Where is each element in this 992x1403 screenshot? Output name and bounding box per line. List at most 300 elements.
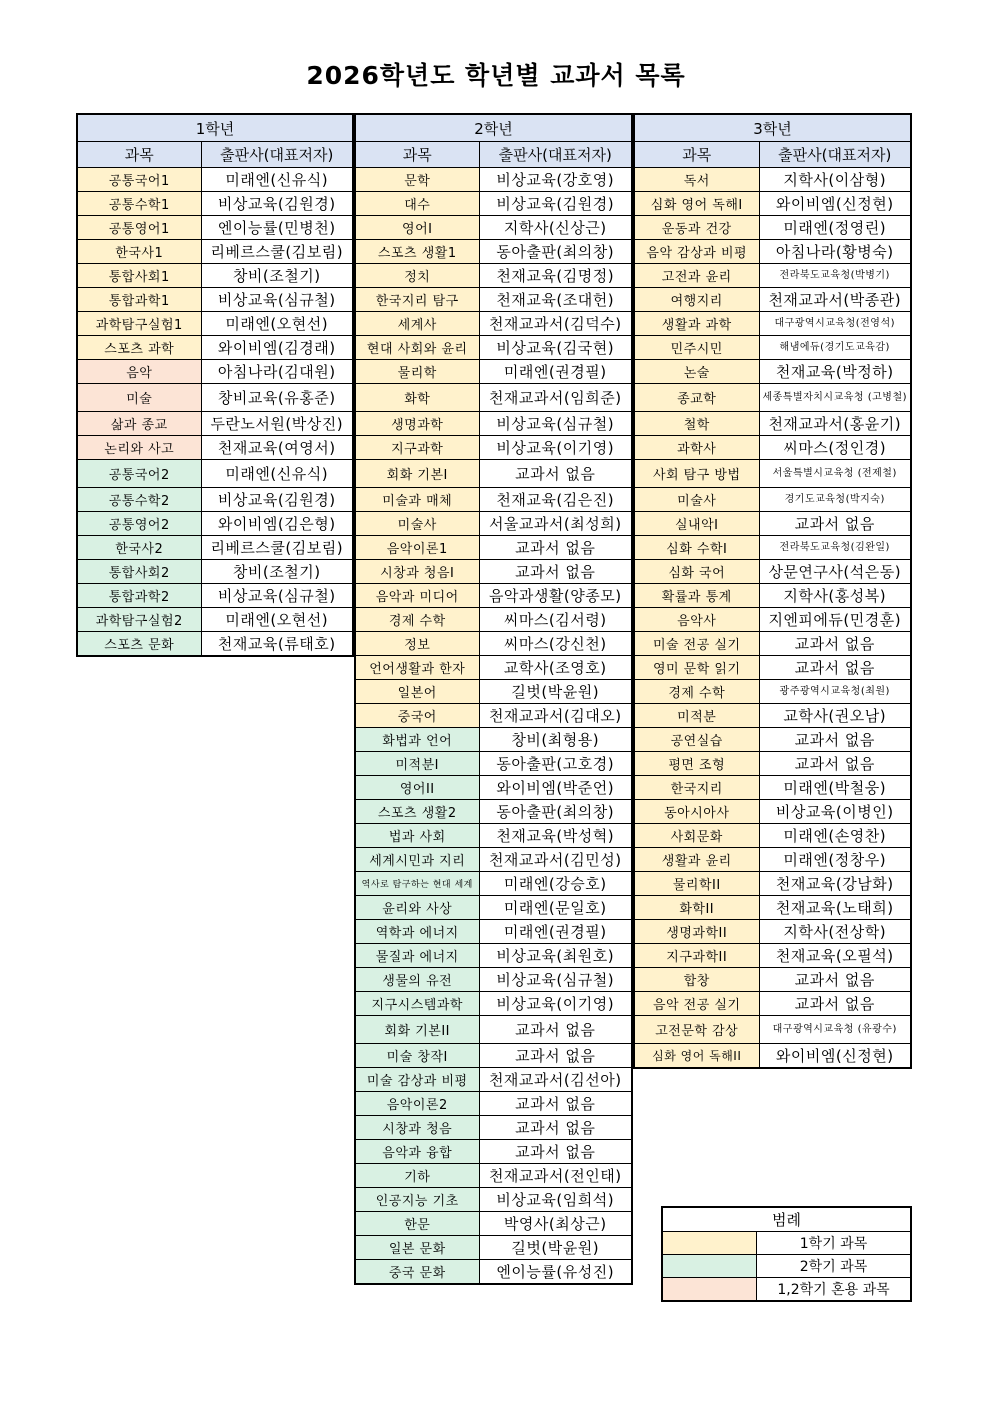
subject-cell: 생명과학II [634, 920, 759, 944]
subject-cell: 동아시아사 [634, 800, 759, 824]
publisher-cell: 엔이능률(유성진) [479, 1260, 632, 1285]
publisher-cell: 미래엔(손영찬) [759, 824, 911, 848]
subject-cell: 음악 [77, 360, 201, 384]
publisher-cell: 교학사(권오남) [759, 704, 911, 728]
subject-cell: 공통국어1 [77, 168, 201, 192]
publisher-cell: 천재교육(류태호) [201, 632, 353, 657]
table-row [355, 488, 632, 512]
table-row [355, 968, 632, 992]
publisher-cell: 씨마스(김서령) [479, 608, 632, 632]
publisher-cell: 천재교육(노태희) [759, 896, 911, 920]
publisher-cell: 비상교육(이기영) [479, 436, 632, 460]
subject-cell: 논리와 사고 [77, 436, 201, 460]
table-row [634, 312, 911, 336]
publisher-cell: 천재교과서(김민성) [479, 848, 632, 872]
table-row [634, 824, 911, 848]
publisher-cell: 교과서 없음 [759, 632, 911, 656]
legend-table [661, 1206, 912, 1302]
table-row [355, 560, 632, 584]
subject-cell: 미술 [77, 384, 201, 412]
publisher-cell: 비상교육(김원경) [201, 192, 353, 216]
publisher-cell: 비상교육(심규철) [479, 968, 632, 992]
publisher-cell: 천재교육(김은진) [479, 488, 632, 512]
table-row [355, 704, 632, 728]
table-row [355, 384, 632, 412]
table-row [355, 752, 632, 776]
table-row [634, 968, 911, 992]
publisher-cell: 천재교육(오필석) [759, 944, 911, 968]
publisher-cell: 천재교육(강남화) [759, 872, 911, 896]
grade-header: 3학년 [634, 114, 911, 142]
subject-cell: 대수 [355, 192, 479, 216]
publisher-cell: 대구광역시교육청(전영석) [759, 312, 911, 336]
publisher-cell: 비상교육(이기영) [479, 992, 632, 1016]
subject-cell: 미술 감상과 비평 [355, 1068, 479, 1092]
publisher-cell: 지학사(홍성복) [759, 584, 911, 608]
publisher-cell: 리베르스쿨(김보림) [201, 536, 353, 560]
subject-cell: 음악과 융합 [355, 1140, 479, 1164]
legend-title: 범례 [662, 1207, 911, 1232]
publisher-cell: 미래엔(신유식) [201, 460, 353, 488]
subject-cell: 평면 조형 [634, 752, 759, 776]
publisher-cell: 교과서 없음 [479, 1016, 632, 1044]
subject-cell: 회화 기본I [355, 460, 479, 488]
publisher-cell: 미래엔(권경필) [479, 360, 632, 384]
subject-cell: 미술사 [634, 488, 759, 512]
publisher-cell: 천재교육(박정하) [759, 360, 911, 384]
subject-cell: 한국지리 탐구 [355, 288, 479, 312]
subject-cell: 통합과학2 [77, 584, 201, 608]
table-row [634, 512, 911, 536]
table-row [634, 336, 911, 360]
subject-cell: 한국사2 [77, 536, 201, 560]
table-row [355, 264, 632, 288]
table-row [634, 1016, 911, 1044]
subject-cell: 공통국어2 [77, 460, 201, 488]
publisher-cell: 와이비엠(김경래) [201, 336, 353, 360]
subject-cell: 영어II [355, 776, 479, 800]
table-row [634, 436, 911, 460]
table-row [77, 460, 353, 488]
publisher-cell: 천재교과서(임희준) [479, 384, 632, 412]
publisher-cell: 와이비엠(신정현) [759, 1044, 911, 1069]
subject-cell: 물질과 에너지 [355, 944, 479, 968]
column-header-subject: 과목 [77, 142, 201, 168]
publisher-cell: 창비(최형용) [479, 728, 632, 752]
table-row [355, 872, 632, 896]
subject-cell: 법과 사회 [355, 824, 479, 848]
publisher-cell: 창비(조철기) [201, 264, 353, 288]
table-row [355, 168, 632, 192]
publisher-cell: 두란노서원(박상진) [201, 412, 353, 436]
table-row [355, 436, 632, 460]
publisher-cell: 천재교육(박성혁) [479, 824, 632, 848]
publisher-cell: 상문연구사(석은동) [759, 560, 911, 584]
table-row [355, 512, 632, 536]
table-row [634, 560, 911, 584]
table-row [634, 848, 911, 872]
legend-swatch-mixed [662, 1278, 757, 1302]
publisher-cell: 비상교육(심규철) [479, 412, 632, 436]
subject-cell: 심화 국어 [634, 560, 759, 584]
table-row [77, 412, 353, 436]
publisher-cell: 전라북도교육청(박병기) [759, 264, 911, 288]
table-row [77, 488, 353, 512]
table-row [634, 752, 911, 776]
table-row [634, 412, 911, 436]
subject-cell: 심화 영어 독해II [634, 1044, 759, 1069]
table-row [355, 1092, 632, 1116]
table-row [77, 264, 353, 288]
publisher-cell: 리베르스쿨(김보림) [201, 240, 353, 264]
subject-cell: 독서 [634, 168, 759, 192]
table-row [355, 1236, 632, 1260]
publisher-cell: 교과서 없음 [759, 752, 911, 776]
publisher-cell: 지학사(신상근) [479, 216, 632, 240]
subject-cell: 세계시민과 지리 [355, 848, 479, 872]
publisher-cell: 비상교육(김국현) [479, 336, 632, 360]
table-row [634, 992, 911, 1016]
publisher-cell: 동아출판(최의창) [479, 800, 632, 824]
subject-cell: 시창과 청음I [355, 560, 479, 584]
publisher-cell: 천재교육(여영서) [201, 436, 353, 460]
publisher-cell: 경기도교육청(박지숙) [759, 488, 911, 512]
grade-3-table [633, 113, 912, 1069]
subject-cell: 세계사 [355, 312, 479, 336]
subject-cell: 확률과 통계 [634, 584, 759, 608]
publisher-cell: 교과서 없음 [759, 728, 911, 752]
publisher-cell: 비상교육(김원경) [479, 192, 632, 216]
publisher-cell: 지학사(전상학) [759, 920, 911, 944]
subject-cell: 종교학 [634, 384, 759, 412]
publisher-cell: 천재교과서(김덕수) [479, 312, 632, 336]
table-row [77, 608, 353, 632]
publisher-cell: 지학사(이삼형) [759, 168, 911, 192]
grade-header: 1학년 [77, 114, 353, 142]
publisher-cell: 와이비엠(김은형) [201, 512, 353, 536]
publisher-cell: 교과서 없음 [479, 1044, 632, 1068]
publisher-cell: 교과서 없음 [479, 560, 632, 584]
subject-cell: 언어생활과 한자 [355, 656, 479, 680]
subject-cell: 역사로 탐구하는 현대 세계 [355, 872, 479, 896]
table-row [634, 536, 911, 560]
subject-cell: 지구시스템과학 [355, 992, 479, 1016]
subject-cell: 역학과 에너지 [355, 920, 479, 944]
subject-cell: 화학 [355, 384, 479, 412]
subject-cell: 생명과학 [355, 412, 479, 436]
subject-cell: 사회 탐구 방법 [634, 460, 759, 488]
publisher-cell: 음악과생활(양종모) [479, 584, 632, 608]
publisher-cell: 천재교과서(김선아) [479, 1068, 632, 1092]
grade-header: 2학년 [355, 114, 632, 142]
table-row [77, 384, 353, 412]
subject-cell: 지구과학II [634, 944, 759, 968]
legend-label: 1학기 과목 [757, 1232, 912, 1255]
grade-2-table [354, 113, 633, 1285]
subject-cell: 공통수학1 [77, 192, 201, 216]
table-row [634, 288, 911, 312]
publisher-cell: 천재교과서(홍윤기) [759, 412, 911, 436]
publisher-cell: 지엔피에듀(민경훈) [759, 608, 911, 632]
publisher-cell: 교과서 없음 [479, 1140, 632, 1164]
publisher-cell: 천재교육(조대헌) [479, 288, 632, 312]
table-row [355, 680, 632, 704]
table-row [355, 240, 632, 264]
publisher-cell: 박영사(최상근) [479, 1212, 632, 1236]
publisher-cell: 천재교과서(박종관) [759, 288, 911, 312]
table-row [355, 632, 632, 656]
publisher-cell: 동아출판(고호경) [479, 752, 632, 776]
table-row [77, 288, 353, 312]
table-row [77, 168, 353, 192]
table-row [634, 800, 911, 824]
subject-cell: 인공지능 기초 [355, 1188, 479, 1212]
subject-cell: 음악이론2 [355, 1092, 479, 1116]
subject-cell: 합창 [634, 968, 759, 992]
table-row [355, 1068, 632, 1092]
publisher-cell: 세종특별자치시교육청 (고병철) [759, 384, 911, 412]
table-row [634, 168, 911, 192]
subject-cell: 중국 문화 [355, 1260, 479, 1285]
subject-cell: 통합사회1 [77, 264, 201, 288]
publisher-cell: 비상교육(심규철) [201, 584, 353, 608]
subject-cell: 실내악I [634, 512, 759, 536]
subject-cell: 지구과학 [355, 436, 479, 460]
subject-cell: 미술과 매체 [355, 488, 479, 512]
column-header-publisher: 출판사(대표저자) [201, 142, 353, 168]
subject-cell: 생활과 윤리 [634, 848, 759, 872]
publisher-cell: 교과서 없음 [759, 512, 911, 536]
subject-cell: 여행지리 [634, 288, 759, 312]
publisher-cell: 아침나라(황병숙) [759, 240, 911, 264]
subject-cell: 공통영어2 [77, 512, 201, 536]
publisher-cell: 미래엔(강승호) [479, 872, 632, 896]
column-header-publisher: 출판사(대표저자) [759, 142, 911, 168]
subject-cell: 공연실습 [634, 728, 759, 752]
table-row [355, 944, 632, 968]
legend-row [662, 1232, 911, 1255]
table-row [77, 360, 353, 384]
table-row [355, 312, 632, 336]
subject-cell: 정보 [355, 632, 479, 656]
table-row [77, 240, 353, 264]
subject-cell: 시창과 청음 [355, 1116, 479, 1140]
subject-cell: 화학II [634, 896, 759, 920]
publisher-cell: 천재교과서(전인태) [479, 1164, 632, 1188]
subject-cell: 물리학II [634, 872, 759, 896]
legend-label: 2학기 과목 [757, 1255, 912, 1278]
subject-cell: 한국지리 [634, 776, 759, 800]
publisher-cell: 교과서 없음 [759, 992, 911, 1016]
subject-cell: 음악과 미디어 [355, 584, 479, 608]
subject-cell: 사회문화 [634, 824, 759, 848]
subject-cell: 한문 [355, 1212, 479, 1236]
table-row [634, 1044, 911, 1069]
table-row [77, 436, 353, 460]
table-row [355, 536, 632, 560]
publisher-cell: 천재교과서(김대오) [479, 704, 632, 728]
table-row [77, 512, 353, 536]
publisher-cell: 서울특별시교육청 (전제철) [759, 460, 911, 488]
subject-cell: 스포츠 생활1 [355, 240, 479, 264]
subject-cell: 운동과 건강 [634, 216, 759, 240]
table-row [355, 360, 632, 384]
table-row [355, 1044, 632, 1068]
subject-cell: 중국어 [355, 704, 479, 728]
table-row [355, 1116, 632, 1140]
table-row [634, 872, 911, 896]
publisher-cell: 전라북도교육청(김완일) [759, 536, 911, 560]
page-title: 2026학년도 학년별 교과서 목록 [306, 61, 686, 90]
table-row [77, 192, 353, 216]
table-row [355, 1016, 632, 1044]
publisher-cell: 광주광역시교육청(최원) [759, 680, 911, 704]
publisher-cell: 창비(조철기) [201, 560, 353, 584]
subject-cell: 미술사 [355, 512, 479, 536]
subject-cell: 물리학 [355, 360, 479, 384]
table-row [355, 584, 632, 608]
publisher-cell: 미래엔(문일호) [479, 896, 632, 920]
subject-cell: 영어I [355, 216, 479, 240]
subject-cell: 심화 수학I [634, 536, 759, 560]
subject-cell: 통합사회2 [77, 560, 201, 584]
subject-cell: 회화 기본II [355, 1016, 479, 1044]
subject-cell: 통합과학1 [77, 288, 201, 312]
legend-row [662, 1255, 911, 1278]
table-row [634, 264, 911, 288]
table-row [634, 656, 911, 680]
table-row [355, 800, 632, 824]
subject-cell: 미술 창작I [355, 1044, 479, 1068]
grade-1-table [76, 113, 354, 657]
publisher-cell: 대구광역시교육청 (유광수) [759, 1016, 911, 1044]
subject-cell: 철학 [634, 412, 759, 436]
subject-cell: 미적분I [355, 752, 479, 776]
table-row [355, 656, 632, 680]
table-row [634, 192, 911, 216]
publisher-cell: 씨마스(강신천) [479, 632, 632, 656]
publisher-cell: 미래엔(정창우) [759, 848, 911, 872]
publisher-cell: 길벗(박윤원) [479, 680, 632, 704]
table-row [634, 776, 911, 800]
subject-cell: 과학탐구실험2 [77, 608, 201, 632]
publisher-cell: 동아출판(최의창) [479, 240, 632, 264]
publisher-cell: 해냄에듀(경기도교육감) [759, 336, 911, 360]
table-row [355, 1188, 632, 1212]
publisher-cell: 교과서 없음 [479, 460, 632, 488]
subject-cell: 논술 [634, 360, 759, 384]
subject-cell: 일본어 [355, 680, 479, 704]
legend-row [662, 1278, 911, 1302]
subject-cell: 스포츠 생활2 [355, 800, 479, 824]
publisher-cell: 비상교육(최원호) [479, 944, 632, 968]
table-row [634, 584, 911, 608]
table-row [355, 1140, 632, 1164]
publisher-cell: 창비교육(유홍준) [201, 384, 353, 412]
subject-cell: 민주시민 [634, 336, 759, 360]
subject-cell: 음악이론1 [355, 536, 479, 560]
table-row [355, 216, 632, 240]
table-row [355, 848, 632, 872]
subject-cell: 삶과 종교 [77, 412, 201, 436]
table-row [634, 728, 911, 752]
publisher-cell: 미래엔(오현선) [201, 312, 353, 336]
publisher-cell: 비상교육(임희석) [479, 1188, 632, 1212]
publisher-cell: 미래엔(박철웅) [759, 776, 911, 800]
table-row [355, 336, 632, 360]
publisher-cell: 비상교육(강호영) [479, 168, 632, 192]
table-row [355, 288, 632, 312]
subject-cell: 문학 [355, 168, 479, 192]
publisher-cell: 교과서 없음 [479, 536, 632, 560]
table-row [634, 680, 911, 704]
publisher-cell: 비상교육(이병인) [759, 800, 911, 824]
table-row [355, 192, 632, 216]
subject-cell: 음악사 [634, 608, 759, 632]
table-row [355, 776, 632, 800]
publisher-cell: 교과서 없음 [759, 656, 911, 680]
publisher-cell: 교학사(조영호) [479, 656, 632, 680]
publisher-cell: 천재교육(김명정) [479, 264, 632, 288]
table-row [355, 992, 632, 1016]
publisher-cell: 엔이능률(민병천) [201, 216, 353, 240]
subject-cell: 한국사1 [77, 240, 201, 264]
table-row [77, 536, 353, 560]
table-row [355, 1260, 632, 1285]
publisher-cell: 미래엔(신유식) [201, 168, 353, 192]
table-row [355, 824, 632, 848]
publisher-cell: 씨마스(정인경) [759, 436, 911, 460]
table-row [355, 1212, 632, 1236]
subject-cell: 미적분 [634, 704, 759, 728]
table-row [77, 216, 353, 240]
table-row [634, 896, 911, 920]
subject-cell: 심화 영어 독해I [634, 192, 759, 216]
table-row [77, 336, 353, 360]
subject-cell: 공통영어1 [77, 216, 201, 240]
subject-cell: 고전문학 감상 [634, 1016, 759, 1044]
table-row [355, 1164, 632, 1188]
legend-swatch-sem1 [662, 1232, 757, 1255]
table-row [355, 896, 632, 920]
table-row [634, 216, 911, 240]
table-row [634, 920, 911, 944]
column-header-subject: 과목 [355, 142, 479, 168]
subject-cell: 음악 전공 실기 [634, 992, 759, 1016]
subject-cell: 과학사 [634, 436, 759, 460]
subject-cell: 현대 사회와 윤리 [355, 336, 479, 360]
subject-cell: 윤리와 사상 [355, 896, 479, 920]
subject-cell: 생활과 과학 [634, 312, 759, 336]
subject-cell: 정치 [355, 264, 479, 288]
publisher-cell: 와이비엠(신정현) [759, 192, 911, 216]
publisher-cell: 미래엔(오현선) [201, 608, 353, 632]
subject-cell: 기하 [355, 1164, 479, 1188]
table-row [355, 608, 632, 632]
table-row [355, 412, 632, 436]
table-row [634, 488, 911, 512]
publisher-cell: 교과서 없음 [479, 1116, 632, 1140]
table-row [634, 632, 911, 656]
publisher-cell: 교과서 없음 [479, 1092, 632, 1116]
table-row [355, 460, 632, 488]
table-row [355, 920, 632, 944]
publisher-cell: 미래엔(정영린) [759, 216, 911, 240]
table-row [634, 240, 911, 264]
legend-label: 1,2학기 혼용 과목 [757, 1278, 912, 1302]
table-row [77, 312, 353, 336]
subject-cell: 미술 전공 실기 [634, 632, 759, 656]
